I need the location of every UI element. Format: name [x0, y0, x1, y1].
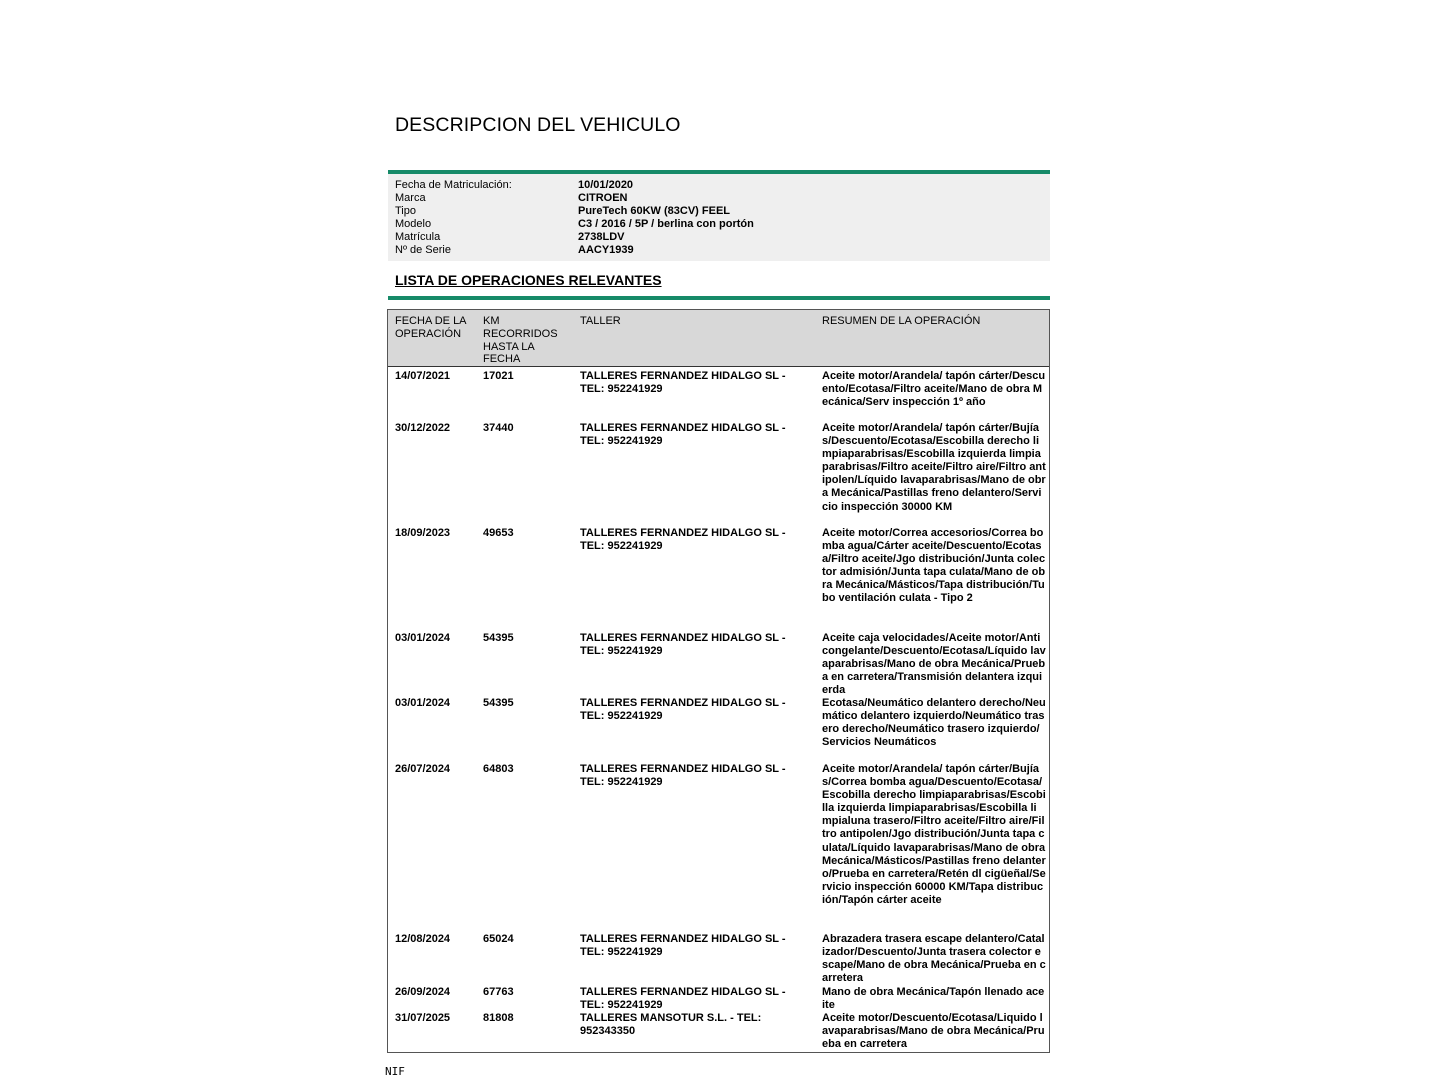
cell-km: 67763: [483, 986, 514, 998]
vehicle-value: PureTech 60KW (83CV) FEEL: [578, 205, 730, 217]
vehicle-label: Tipo: [395, 205, 416, 217]
cell-fecha: 30/12/2022: [395, 422, 451, 434]
cell-km: 64803: [483, 763, 514, 775]
vehicle-label: Fecha de Matriculación:: [395, 179, 512, 191]
header-resumen: RESUMEN DE LA OPERACIÓN: [822, 315, 981, 327]
cell-fecha: 26/07/2024: [395, 763, 451, 775]
operations-section-title: LISTA DE OPERACIONES RELEVANTES: [395, 272, 662, 288]
page-title: DESCRIPCION DEL VEHICULO: [395, 114, 681, 136]
cell-resumen: Mano de obra Mecánica/Tapón llenado aceite: [822, 986, 1045, 1012]
vehicle-value: CITROEN: [578, 192, 628, 204]
cell-fecha: 03/01/2024: [395, 697, 451, 709]
cell-km: 65024: [483, 933, 514, 945]
cell-taller: TALLERES FERNANDEZ HIDALGO SL - TEL: 952241929: [580, 632, 786, 658]
cell-km: 54395: [483, 632, 514, 644]
cell-taller: TALLERES FERNANDEZ HIDALGO SL - TEL: 952241929: [580, 527, 786, 553]
cell-km: 49653: [483, 527, 514, 539]
cell-taller: TALLERES FERNANDEZ HIDALGO SL - TEL: 952241929: [580, 422, 786, 448]
cell-taller: TALLERES MANSOTUR S.L. - TEL: 952343350: [580, 1012, 762, 1038]
vehicle-value: 2738LDV: [578, 231, 625, 243]
cell-fecha: 26/09/2024: [395, 986, 451, 998]
operations-table: [387, 309, 1050, 1053]
cell-km: 17021: [483, 370, 514, 382]
cell-resumen: Aceite motor/Correa accesorios/Correa bomba agua/Cárter aceite/Descuento/Ecotasa/Filtro aceite/Jgo distribución/Junta colector admisión/Junta tapa culata/Mano de obra Mecánica/Másticos/Tapa distribución/Tubo ventilación culata - Tipo 2: [822, 527, 1046, 605]
cell-fecha: 03/01/2024: [395, 632, 451, 644]
cell-fecha: 14/07/2021: [395, 370, 451, 382]
cell-resumen: Ecotasa/Neumático delantero derecho/Neumático delantero izquierdo/Neumático trasero derecho/Neumático trasero izquierdo/Servicios Neumáticos: [822, 697, 1046, 749]
vehicle-label: Nº de Serie: [395, 244, 451, 256]
cell-resumen: Aceite motor/Arandela/ tapón cárter/Bujías/Descuento/Ecotasa/Escobilla derecho limpiaparabrisas/Escobilla izquierda limpiaparabrisas/Filtro aceite/Filtro aire/Filtro antipolen/Líquido lavaparabrisas/Mano de obra Mecánica/Pastillas freno delantero/Servicio inspección 30000 KM: [822, 422, 1046, 513]
cell-taller: TALLERES FERNANDEZ HIDALGO SL - TEL: 952241929: [580, 697, 786, 723]
cell-fecha: 12/08/2024: [395, 933, 451, 945]
cell-resumen: Aceite motor/Descuento/Ecotasa/Liquido lavaparabrisas/Mano de obra Mecánica/Prueba en carretera: [822, 1012, 1045, 1051]
vehicle-value: C3 / 2016 / 5P / berlina con portón: [578, 218, 754, 230]
header-km: KM RECORRIDOS HASTA LA FECHA: [483, 315, 558, 366]
cell-km: 54395: [483, 697, 514, 709]
cell-resumen: Abrazadera trasera escape delantero/Catalizador/Descuento/Junta trasera colector escape/Mano de obra Mecánica/Prueba en carretera: [822, 933, 1046, 985]
cell-fecha: 18/09/2023: [395, 527, 451, 539]
header-fecha: FECHA DE LA OPERACIÓN: [395, 315, 466, 340]
vehicle-details-box: [388, 174, 1050, 261]
vehicle-label: Matrícula: [395, 231, 441, 243]
vehicle-label: Marca: [395, 192, 426, 204]
cell-km: 81808: [483, 1012, 514, 1024]
cell-resumen: Aceite caja velocidades/Aceite motor/Anticongelante/Descuento/Ecotasa/Líquido lavaparabrisas/Mano de obra Mecánica/Prueba en carretera/Transmisión delantera izquierda: [822, 632, 1046, 697]
header-taller: TALLER: [580, 315, 621, 327]
cell-taller: TALLERES FERNANDEZ HIDALGO SL - TEL: 952241929: [580, 763, 786, 789]
cell-km: 37440: [483, 422, 514, 434]
footer-nif: NIF: [385, 1065, 405, 1078]
cell-fecha: 31/07/2025: [395, 1012, 451, 1024]
green-divider-operations: [388, 296, 1050, 300]
vehicle-value: AACY1939: [578, 244, 634, 256]
cell-taller: TALLERES FERNANDEZ HIDALGO SL - TEL: 952241929: [580, 370, 786, 396]
cell-taller: TALLERES FERNANDEZ HIDALGO SL - TEL: 952241929: [580, 933, 786, 959]
cell-resumen: Aceite motor/Arandela/ tapón cárter/Descuento/Ecotasa/Filtro aceite/Mano de obra Mecánica/Serv inspección 1º año: [822, 370, 1046, 409]
cell-resumen: Aceite motor/Arandela/ tapón cárter/Bujías/Correa bomba agua/Descuento/Ecotasa/Escobilla derecho limpiaparabrisas/Escobilla izquierda limpiaparabrisas/Escobilla limpialuna trasero/Filtro aceite/Filtro aire/Filtro antipolen/Jgo distribución/Junta tapa culata/Líquido lavaparabrisas/Mano de obra Mecánica/Másticos/Pastillas freno delantero/Prueba en carretera/Retén dl cigüeñal/Servicio inspección 60000 KM/Tapa distribución/Tapón cárter aceite: [822, 763, 1046, 906]
table-header: [388, 310, 1049, 367]
cell-taller: TALLERES FERNANDEZ HIDALGO SL - TEL: 952241929: [580, 986, 786, 1012]
vehicle-value: 10/01/2020: [578, 179, 634, 191]
vehicle-label: Modelo: [395, 218, 432, 230]
